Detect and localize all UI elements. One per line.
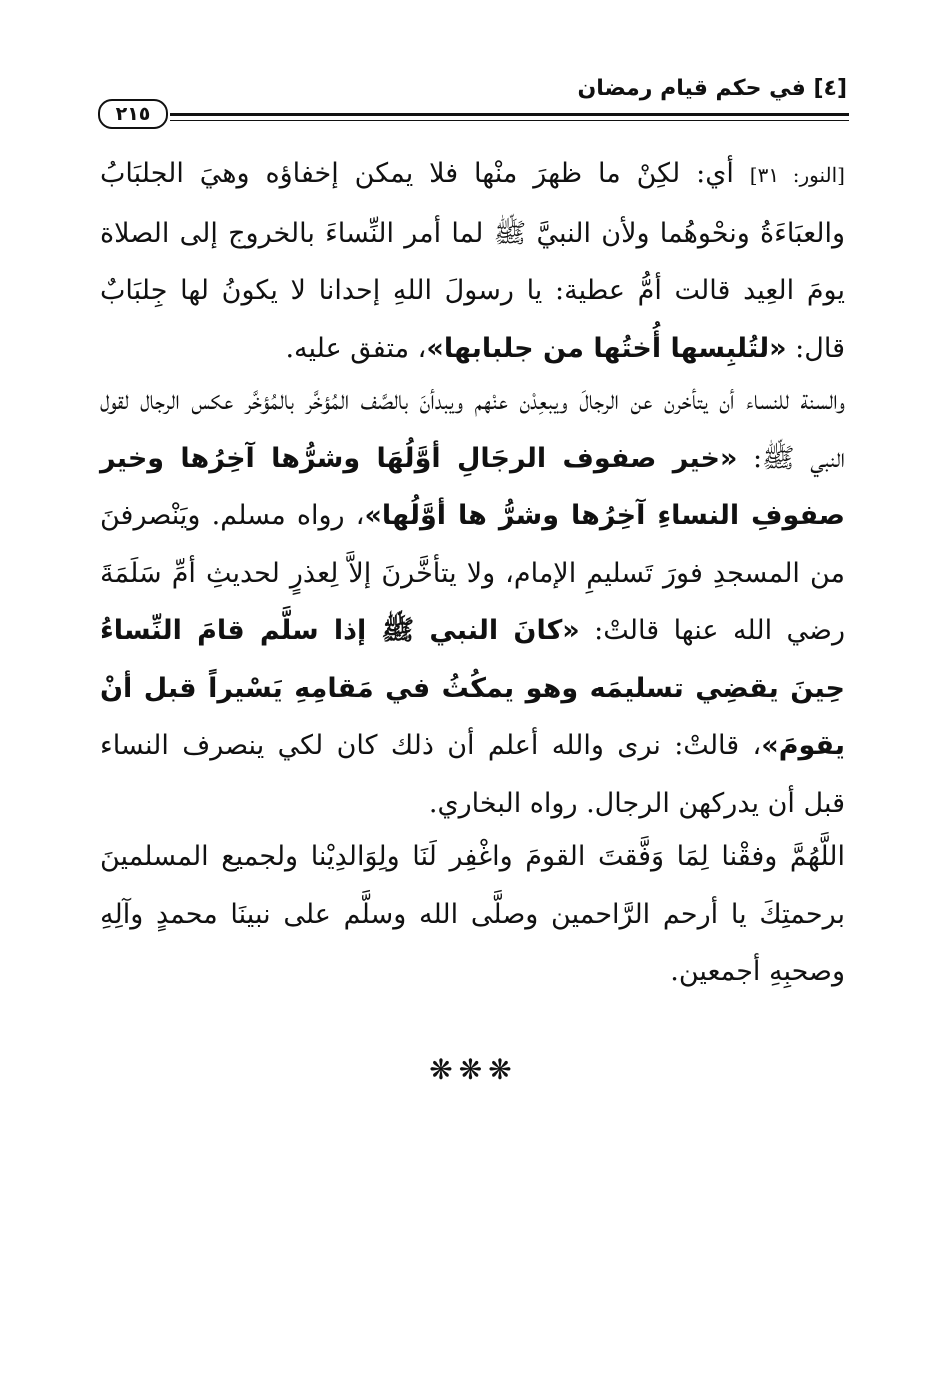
paragraph-1 [100, 145, 845, 377]
paragraph-text: والسنة للنساء أن يتأخرن عن الرجالَ ويبعِدْن عنْهم ويبدأنَ بالصَّف المُؤخَّر بالمُؤخَّر عكس الرجال لقول النبي ﷺ: [100, 385, 846, 474]
chapter-title: [٤] في حكم قيام رمضان [577, 76, 847, 101]
prayer-text: اللَّهُمَّ وفقْنا لِمَا وَفَّقتَ القومَ واغْفِر لَنَا ولِوَالدِيْنا ولجميع المسلمينَ برحمتِكَ يا أرحم الرَّاحمين وصلَّى الله وسلَّم على نبينَا محمدٍ وآلِهِ وصحبِهِ أجمعين. [100, 841, 845, 987]
page-number: ٢١٥ [98, 99, 168, 129]
paragraph-text: أي: لكِنْ ما ظهرَ منْها فلا يمكن إخفاؤه وهيَ الجلبَابُ والعبَاءَةُ ونحْوهُما ولأن النبيَّ ﷺ لما أمر النِّساءَ بالخروج إلى الصلاة يومَ العِيد قالت أمُّ عطية: يا رسولَ اللهِ إحدانا لا يكونُ لها جِلبَابٌ قال: [100, 158, 845, 364]
paragraph-2 [100, 372, 845, 832]
quran-reference: [النور: ٣١] [749, 163, 845, 187]
paragraph-text: ، رواه مسلم. ويَنْصرفنَ من المسجدِ فورَ تَسليمِ الإمام، ولا يتأخَّرنَ إلاَّ لِعذرٍ لحديثِ أمِّ سَلَمَةَ رضي الله عنها قالتْ: [100, 500, 845, 646]
hadith-quote: «كانَ النبي ﷺ إذا سلَّم قامَ النِّساءُ حِينَ يقضِي تسليمَه وهو يمكُثُ في مَقامِهِ يَسْيراً قبل أنْ يقومَ» [100, 615, 845, 761]
header-rule-thick [170, 113, 849, 116]
hadith-quote: «لتُلبِسها أُختُها من جلبابها» [426, 332, 787, 364]
header-rule-thin [170, 120, 849, 121]
paragraph-3 [100, 828, 845, 1001]
hadith-quote: «خير صفوف الرجَالِ أوَّلُهَا وشرُّها آخِرُها وخير صفوفِ النساءِ آخِرُها وشرُّ ها أوَّلُها» [100, 442, 845, 531]
paragraph-text: ، قالتْ: نرى والله أعلم أن ذلك كان لكي ينصرف النساء قبل أن يدركهن الرجال. رواه البخاري. [100, 730, 845, 819]
paragraph-text: ، متفق عليه. [285, 332, 427, 364]
section-separator: ❋❋❋ [429, 1053, 518, 1086]
